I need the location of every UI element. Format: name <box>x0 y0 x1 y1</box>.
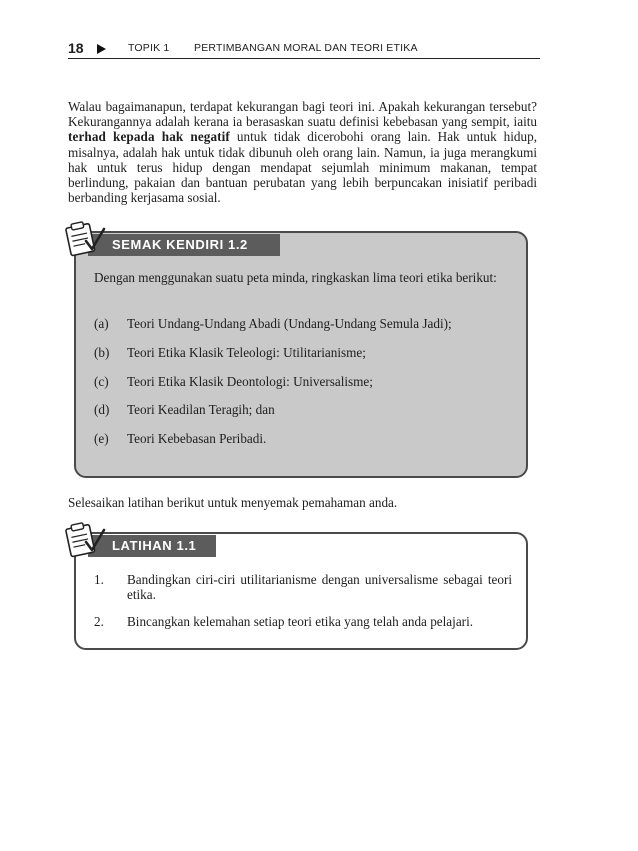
semak-item-label: (b) <box>94 345 110 360</box>
semak-kendiri-title: SEMAK KENDIRI 1.2 <box>88 234 280 256</box>
page-header <box>68 40 540 59</box>
clipboard-checklist-icon <box>60 219 106 257</box>
semak-item-text: Teori Undang-Undang Abadi (Undang-Undang Semula Jadi); <box>127 316 452 331</box>
semak-item-text: Teori Kebebasan Peribadi. <box>127 431 267 446</box>
semak-item-label: (c) <box>94 374 109 389</box>
semak-item-label: (e) <box>94 431 109 446</box>
latihan-item-text: Bincangkan kelemahan setiap teori etika yang telah anda pelajari. <box>127 614 474 629</box>
body-paragraph <box>68 99 537 205</box>
semak-item-text: Teori Etika Klasik Deontologi: Universalisme; <box>127 374 373 389</box>
latihan-item-number: 2. <box>94 614 104 629</box>
semak-item-label: (d) <box>94 402 110 417</box>
topic-title: PERTIMBANGAN MORAL DAN TEORI ETIKA <box>194 42 418 54</box>
clipboard-checklist-icon <box>60 520 106 558</box>
paragraph-text-2: untuk tidak dicerobohi orang lain. Hak untuk hidup, misalnya, adalah hak untuk tidak dibunuh oleh orang lain. Namun, ia juga merangkumi hak untuk terus hidup dengan mendapat sejumlah minimum makanan, tempat berlindung, pakaian dan bantuan perubatan yang lebih berpuncakan inisiatif peribadi berbanding kerjasama sosial. <box>68 129 537 206</box>
latihan-item-text: Bandingkan ciri-ciri utilitarianisme dengan universalisme sebagai teori etika. <box>127 572 512 603</box>
semak-item-label: (a) <box>94 316 109 331</box>
semak-item-text: Teori Keadilan Teragih; dan <box>127 402 275 417</box>
semak-item-text: Teori Etika Klasik Teleologi: Utilitarianisme; <box>127 345 366 360</box>
page-number: 18 <box>68 40 84 56</box>
play-arrow-icon <box>97 44 106 54</box>
topic-label: TOPIK 1 <box>128 42 170 54</box>
latihan-item-number: 1. <box>94 572 104 587</box>
instruction-text: Selesaikan latihan berikut untuk menyemak pemahaman anda. <box>68 495 398 510</box>
paragraph-bold-text: terhad kepada hak negatif <box>68 129 230 145</box>
latihan-title: LATIHAN 1.1 <box>88 535 216 557</box>
semak-intro: Dengan menggunakan suatu peta minda, ringkaskan lima teori etika berikut: <box>94 270 497 285</box>
paragraph-text-1: Walau bagaimanapun, terdapat kekurangan bagi teori ini. Apakah kekurangan tersebut? Kekurangannya adalah kerana ia berasaskan suatu definisi kebebasan yang sempit, iaitu <box>68 99 537 130</box>
